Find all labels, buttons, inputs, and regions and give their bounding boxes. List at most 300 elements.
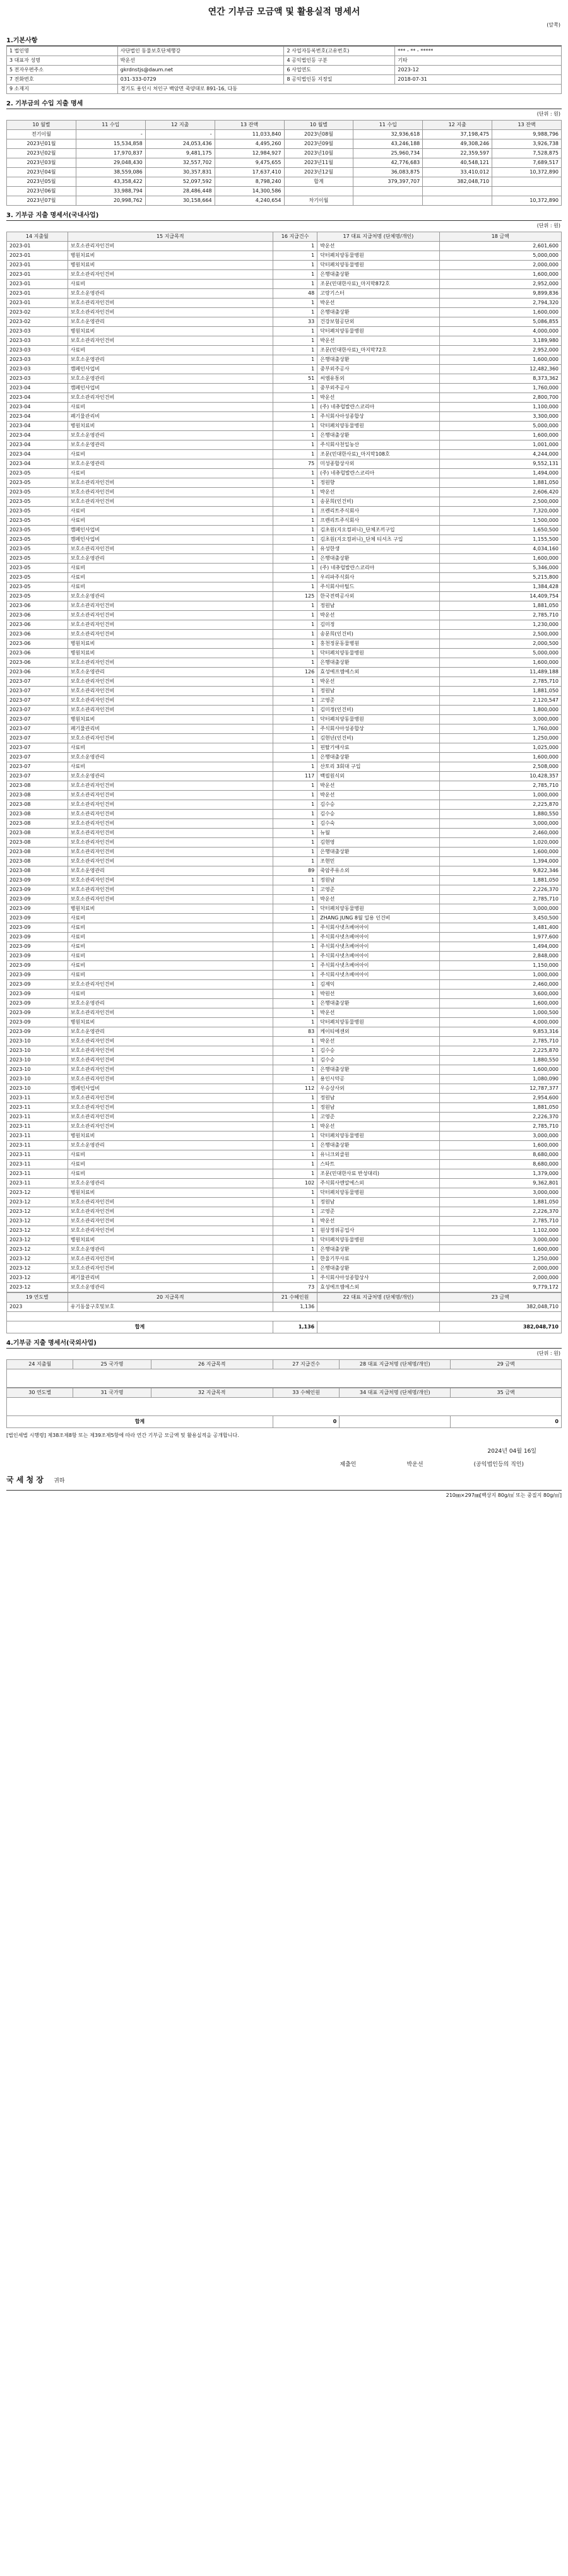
expense-purpose: 병원치료비 — [68, 1131, 273, 1141]
expense-amount: 2,952,000 — [439, 346, 561, 355]
expense-amount: 1,150,000 — [439, 961, 561, 971]
table-row — [7, 516, 562, 526]
expense-month: 2023-09 — [7, 876, 68, 885]
payee-cell — [317, 1303, 439, 1312]
expense-payee: 정원남 — [317, 876, 439, 885]
amount-cell: 33,988,794 — [76, 187, 145, 196]
expense-count: 1 — [273, 658, 317, 668]
expense-month: 2023-10 — [7, 1046, 68, 1056]
expense-amount: 2,226,370 — [439, 1113, 561, 1122]
expense-purpose: 사료비 — [68, 1160, 273, 1169]
table-row — [7, 791, 562, 800]
overseas-b-header-5: 35 금액 — [451, 1388, 562, 1398]
expense-month: 2023-12 — [7, 1188, 68, 1198]
expense-count: 1 — [273, 715, 317, 724]
expense-count: 1 — [273, 270, 317, 280]
expense-amount: 4,034,160 — [439, 545, 561, 554]
expense-month: 2023-09 — [7, 914, 68, 923]
expense-amount: 1,600,000 — [439, 1245, 561, 1255]
amount-cell: 29,048,430 — [76, 158, 145, 168]
expense-month: 2023-07 — [7, 772, 68, 781]
month-cell: 2023년01월 — [7, 139, 76, 149]
expense-amount: 2,785,710 — [439, 677, 561, 687]
summary-header-5: 11 수입 — [353, 121, 423, 130]
expense-count: 1 — [273, 933, 317, 942]
table-row — [7, 942, 562, 952]
expense-month: 2023-01 — [7, 251, 68, 261]
expense-purpose: 병원치료비 — [68, 1188, 273, 1198]
amount-cell: 379,397,707 — [353, 177, 423, 187]
basic-section-title: 1.기본사항 — [6, 31, 562, 46]
expense-payee: 주식회사엔알에스외 — [317, 1179, 439, 1188]
seal-note: (공익법인등의 직인) — [473, 1462, 524, 1468]
expense-purpose: 보호소관리자인건비 — [68, 829, 273, 838]
expense-count: 1 — [273, 393, 317, 403]
expense-payee: 주식회사넷츠베어아이 — [317, 933, 439, 942]
month-cell: 합계 — [284, 177, 353, 187]
expense-count: 1 — [273, 1169, 317, 1179]
domestic-sum-header-0: 19 연도별 — [7, 1293, 68, 1303]
expense-purpose: 보호소운영관리 — [68, 866, 273, 876]
overseas-monthly-table — [6, 1359, 562, 1388]
expense-month: 2023-03 — [7, 365, 68, 374]
expense-month: 2023-12 — [7, 1283, 68, 1292]
expense-month: 2023-11 — [7, 1179, 68, 1188]
expense-payee: 원상정위공업사 — [317, 1226, 439, 1236]
expense-amount: 2,500,000 — [439, 630, 561, 639]
label-phone: 7 전화번호 — [7, 75, 118, 85]
expense-payee: 중부외주공사 — [317, 384, 439, 393]
expense-payee: 주식회사넷츠베어아이 — [317, 923, 439, 933]
expense-count: 1 — [273, 336, 317, 346]
summary-header-3: 13 잔액 — [215, 121, 284, 130]
table-row — [7, 573, 562, 582]
expense-month: 2023-05 — [7, 545, 68, 554]
overseas-blank-b — [7, 1398, 562, 1416]
expense-count: 1 — [273, 961, 317, 971]
expense-month: 2023-11 — [7, 1122, 68, 1131]
table-row — [7, 1245, 562, 1255]
expense-purpose: 보호소관리자인건비 — [68, 848, 273, 857]
expense-amount: 9,822,346 — [439, 866, 561, 876]
expense-month: 2023-05 — [7, 469, 68, 478]
month-cell: 2023년09월 — [284, 139, 353, 149]
expense-month: 2023-04 — [7, 422, 68, 431]
expense-purpose: 보호소관리자인건비 — [68, 1226, 273, 1236]
overseas-b-header-4: 34 대표 지급처명 (단체명/개인) — [340, 1388, 451, 1398]
expense-count: 1 — [273, 554, 317, 564]
table-row — [7, 1131, 562, 1141]
expense-count: 1 — [273, 952, 317, 961]
expense-payee: 박운선 — [317, 895, 439, 904]
table-row — [7, 961, 562, 971]
expense-purpose: 병원치료비 — [68, 1236, 273, 1245]
amount-cell — [423, 187, 492, 196]
domestic-total-label: 합계 — [7, 1321, 273, 1333]
expense-payee: 스타트 — [317, 1160, 439, 1169]
expense-purpose: 보호소운영관리 — [68, 772, 273, 781]
expense-count: 1 — [273, 1188, 317, 1198]
expense-purpose: 보호소관리자인건비 — [68, 895, 273, 904]
expense-amount: 2,225,870 — [439, 800, 561, 810]
expense-amount: 2,225,870 — [439, 1046, 561, 1056]
expense-purpose: 보호소관리자인건비 — [68, 270, 273, 280]
table-row — [7, 810, 562, 819]
expense-amount: 1,000,000 — [439, 971, 561, 980]
amount-cell: 24,053,436 — [145, 139, 215, 149]
expense-payee: 닥터폐치양동물병원 — [317, 904, 439, 914]
expense-amount: 5,346,000 — [439, 564, 561, 573]
expense-count: 1 — [273, 980, 317, 990]
monthly-summary-table — [6, 120, 562, 206]
expense-count: 1 — [273, 649, 317, 658]
table-row — [7, 336, 562, 346]
expense-month: 2023-12 — [7, 1207, 68, 1217]
expense-amount: 2,800,700 — [439, 393, 561, 403]
expense-purpose: 보호소운영관리 — [68, 355, 273, 365]
expense-amount: 3,000,000 — [439, 904, 561, 914]
summary-row — [7, 158, 562, 168]
expense-payee: 유니크외클원 — [317, 1150, 439, 1160]
table-row — [7, 952, 562, 961]
expense-purpose: 보호소관리자인건비 — [68, 810, 273, 819]
table-row — [7, 923, 562, 933]
overseas-a-header-0: 24 지출월 — [7, 1360, 73, 1369]
domestic-expense-table — [6, 232, 562, 1292]
expense-month: 2023-11 — [7, 1113, 68, 1122]
expense-amount: 1,650,500 — [439, 526, 561, 535]
expense-purpose: 보호소운영관리 — [68, 668, 273, 677]
table-row — [7, 781, 562, 791]
amount-cell: 10,372,890 — [492, 168, 562, 177]
overseas-b-header-3: 33 수혜인원 — [273, 1388, 339, 1398]
table-row — [7, 914, 562, 923]
overseas-a-header-4: 28 대표 지급처명 (단체명/개인) — [340, 1360, 451, 1369]
expense-payee: 김수승 — [317, 1046, 439, 1056]
expense-amount: 1,230,000 — [439, 620, 561, 630]
expense-month: 2023-12 — [7, 1217, 68, 1226]
expense-payee: 은행대출상환 — [317, 658, 439, 668]
expense-purpose: 보호소관리자인건비 — [68, 298, 273, 308]
table-row — [7, 1236, 562, 1245]
expense-count: 1 — [273, 280, 317, 289]
expense-amount: 1,250,000 — [439, 1255, 561, 1264]
table-row — [7, 327, 562, 336]
expense-month: 2023-08 — [7, 819, 68, 829]
expense-count: 1 — [273, 242, 317, 251]
expense-amount: 1,880,550 — [439, 810, 561, 819]
expense-month: 2023-06 — [7, 620, 68, 630]
expense-purpose: 사료비 — [68, 743, 273, 753]
summary-header-7: 13 잔액 — [492, 121, 562, 130]
domestic-sum-header-4: 23 금액 — [439, 1293, 561, 1303]
expense-purpose: 사료비 — [68, 762, 273, 772]
expense-count: 51 — [273, 374, 317, 384]
expense-month: 2023-09 — [7, 1008, 68, 1018]
expense-count: 1 — [273, 696, 317, 706]
table-row — [7, 715, 562, 724]
expense-count: 1 — [273, 734, 317, 743]
expense-payee: 박운선 — [317, 677, 439, 687]
expense-count: 1 — [273, 1113, 317, 1122]
expense-month: 2023-06 — [7, 630, 68, 639]
expense-count: 1 — [273, 1122, 317, 1131]
expense-payee: 은행대출상환 — [317, 355, 439, 365]
expense-month: 2023-07 — [7, 753, 68, 762]
table-row — [7, 668, 562, 677]
expense-count: 1 — [273, 848, 317, 857]
tax-office-name: 국 세 청 장 — [6, 1475, 44, 1484]
expense-amount: 1,494,000 — [439, 942, 561, 952]
summary-header-1: 11 수입 — [76, 121, 145, 130]
expense-payee: 씨엠유통외 — [317, 374, 439, 384]
expense-amount: 2,000,500 — [439, 639, 561, 649]
expense-purpose: 보호소운영관리 — [68, 431, 273, 440]
amount-cell: 43,358,422 — [76, 177, 145, 187]
expense-payee: 정원남 — [317, 1198, 439, 1207]
expense-month: 2023-09 — [7, 923, 68, 933]
expense-amount: 2,954,600 — [439, 1094, 561, 1103]
expense-count: 1 — [273, 942, 317, 952]
value-address: 경기도 용인시 처인구 백암면 죽양대로 891-16, 다동 — [117, 85, 561, 94]
expense-month: 2023-09 — [7, 961, 68, 971]
expense-month: 2023-06 — [7, 658, 68, 668]
expense-amount: 2,606,420 — [439, 488, 561, 497]
expense-count: 1 — [273, 1273, 317, 1283]
expense-amount: 3,450,500 — [439, 914, 561, 923]
expense-amount: 9,853,316 — [439, 1027, 561, 1037]
expense-count: 1 — [273, 564, 317, 573]
expense-month: 2023-09 — [7, 980, 68, 990]
tax-office — [6, 1469, 562, 1490]
domestic-yearly-table — [6, 1292, 562, 1333]
value-biz-no: *** - ** - ***** — [395, 47, 562, 56]
expense-purpose: 보호소운영관리 — [68, 1027, 273, 1037]
addressee: 귀하 — [54, 1478, 65, 1484]
expense-count: 33 — [273, 317, 317, 327]
legal-note: [법인세법 시행령] 제38조제8항 또는 제39조제5항에 따라 연간 기부금 모금액 및 활용실적을 공개합니다. — [6, 1433, 239, 1438]
domestic-section-title: 3. 기부금 지출 명세서(국내사업) — [6, 206, 562, 221]
table-row — [7, 317, 562, 327]
expense-purpose: 병원치료비 — [68, 422, 273, 431]
expense-payee: 주식회사아성종합상 — [317, 412, 439, 422]
table-row — [7, 772, 562, 781]
expense-count: 1 — [273, 1037, 317, 1046]
table-row — [7, 431, 562, 440]
expense-payee: 정원향 — [317, 478, 439, 488]
overseas-yearly-table — [6, 1388, 562, 1428]
table-row — [7, 412, 562, 422]
expense-count: 1 — [273, 971, 317, 980]
expense-purpose: 보호소관리자인건비 — [68, 734, 273, 743]
amount-cell: 382,048,710 — [439, 1303, 561, 1312]
expense-purpose: 보호소관리자인건비 — [68, 838, 273, 848]
expense-purpose: 보호소운영관리 — [68, 317, 273, 327]
amount-cell: 30,357,831 — [145, 168, 215, 177]
summary-row — [7, 177, 562, 187]
expense-count: 73 — [273, 1283, 317, 1292]
expense-month: 2023-03 — [7, 355, 68, 365]
expense-payee: 닥터폐치양동물병원 — [317, 251, 439, 261]
expense-purpose: 보호소관리자인건비 — [68, 242, 273, 251]
expense-count: 1 — [273, 1236, 317, 1245]
expense-count: 1 — [273, 440, 317, 450]
expense-amount: 2,785,710 — [439, 895, 561, 904]
table-row — [7, 582, 562, 592]
expense-count: 1 — [273, 1056, 317, 1065]
amount-cell: 49,308,246 — [423, 139, 492, 149]
expense-count: 1 — [273, 687, 317, 696]
expense-payee: 박운선 — [317, 1217, 439, 1226]
expense-amount: 1,600,000 — [439, 355, 561, 365]
expense-payee: (주) 네츄럴발란스코리아 — [317, 564, 439, 573]
amount-cell: 12,984,927 — [215, 149, 284, 158]
expense-payee: 박운선 — [317, 393, 439, 403]
table-row — [7, 1179, 562, 1188]
expense-purpose: 보호소관리자인건비 — [68, 545, 273, 554]
table-row — [7, 1113, 562, 1122]
expense-payee: 박운선 — [317, 1037, 439, 1046]
table-row — [7, 280, 562, 289]
table-row — [7, 374, 562, 384]
overseas-a-header-3: 27 지급건수 — [273, 1360, 339, 1369]
table-row — [7, 564, 562, 573]
table-row — [7, 488, 562, 497]
expense-purpose: 보호소운영관리 — [68, 1179, 273, 1188]
table-row — [7, 1084, 562, 1094]
expense-count: 1 — [273, 743, 317, 753]
expense-month: 2023-03 — [7, 327, 68, 336]
expense-purpose: 캠페인사업비 — [68, 384, 273, 393]
expense-payee: 효성에프엠에스외 — [317, 1283, 439, 1292]
expense-purpose: 사료비 — [68, 914, 273, 923]
expense-month: 2023-08 — [7, 829, 68, 838]
expense-count: 1 — [273, 724, 317, 734]
expense-purpose: 보호소관리자인건비 — [68, 800, 273, 810]
expense-purpose: 사료비 — [68, 564, 273, 573]
expense-amount: 1,025,000 — [439, 743, 561, 753]
expense-month: 2023-12 — [7, 1198, 68, 1207]
expense-amount: 1,881,050 — [439, 601, 561, 611]
expense-amount: 2,601,600 — [439, 242, 561, 251]
expense-purpose: 병원치료비 — [68, 639, 273, 649]
expense-month: 2023-07 — [7, 724, 68, 734]
label-corp-name: 1 법인명 — [7, 47, 118, 56]
table-row — [7, 649, 562, 658]
expense-amount: 3,000,000 — [439, 715, 561, 724]
expense-count: 1 — [273, 781, 317, 791]
expense-payee: 조문(민대한사료)_마지막72호 — [317, 346, 439, 355]
expense-month: 2023-10 — [7, 1037, 68, 1046]
expense-payee: 닥터폐치양동물병원 — [317, 715, 439, 724]
expense-count: 89 — [273, 866, 317, 876]
table-row — [7, 298, 562, 308]
expense-purpose: 사료비 — [68, 403, 273, 412]
expense-payee: 고랑기스터 — [317, 289, 439, 298]
month-cell: 2023년06월 — [7, 187, 76, 196]
expense-payee: 은행대출상환 — [317, 1264, 439, 1273]
expense-amount: 1,080,090 — [439, 1075, 561, 1084]
expense-payee: 은행대출상환 — [317, 1245, 439, 1255]
expense-purpose: 병원치료비 — [68, 261, 273, 270]
expense-payee: 건강보험공단외 — [317, 317, 439, 327]
table-row — [7, 308, 562, 317]
expense-month: 2023-05 — [7, 564, 68, 573]
expense-month: 2023-12 — [7, 1236, 68, 1245]
expense-month: 2023-11 — [7, 1131, 68, 1141]
expense-purpose: 보호소운영관리 — [68, 459, 273, 469]
expense-amount: 1,881,050 — [439, 687, 561, 696]
expense-month: 2023-11 — [7, 1141, 68, 1150]
expense-month: 2023-11 — [7, 1150, 68, 1160]
summary-header-2: 12 지출 — [145, 121, 215, 130]
expense-purpose: 사료비 — [68, 346, 273, 355]
expense-purpose: 사료비 — [68, 582, 273, 592]
expense-amount: 2,460,000 — [439, 980, 561, 990]
expense-payee: 프렌리트주식회사 — [317, 516, 439, 526]
amount-cell: 4,240,654 — [215, 196, 284, 206]
table-row — [7, 1255, 562, 1264]
expense-purpose: 사료비 — [68, 942, 273, 952]
expense-amount: 1,600,000 — [439, 848, 561, 857]
expense-amount: 3,000,000 — [439, 1236, 561, 1245]
table-row — [7, 545, 562, 554]
expense-payee: 은행대출상환 — [317, 753, 439, 762]
expense-purpose: 사료비 — [68, 450, 273, 459]
expense-payee: 프렌리트주식회사 — [317, 507, 439, 516]
expense-purpose: 병원치료비 — [68, 715, 273, 724]
expense-month: 2023-03 — [7, 336, 68, 346]
table-row — [7, 251, 562, 261]
expense-month: 2023-09 — [7, 904, 68, 914]
table-row — [7, 1094, 562, 1103]
amount-cell: 25,960,734 — [353, 149, 423, 158]
expense-count: 1 — [273, 829, 317, 838]
table-row — [7, 469, 562, 478]
expense-count: 1 — [273, 431, 317, 440]
expense-purpose: 보호소관리자인건비 — [68, 1103, 273, 1113]
expense-month: 2023-04 — [7, 440, 68, 450]
expense-purpose: 폐기물관리비 — [68, 1273, 273, 1283]
amount-cell: 11,033,840 — [215, 130, 284, 139]
expense-count: 1 — [273, 478, 317, 488]
domestic-header-0: 14 지출월 — [7, 232, 68, 242]
month-cell: 2023년05월 — [7, 177, 76, 187]
expense-payee: 닥터폐치양동물병원 — [317, 1018, 439, 1027]
expense-amount: 1,760,000 — [439, 724, 561, 734]
domestic-sum-header-1: 20 지급목적 — [68, 1293, 273, 1303]
amount-cell: 42,776,683 — [353, 158, 423, 168]
expense-amount: 5,215,800 — [439, 573, 561, 582]
expense-count: 1 — [273, 810, 317, 819]
month-cell: 2023년10월 — [284, 149, 353, 158]
table-row — [7, 554, 562, 564]
table-row — [7, 999, 562, 1008]
expense-amount: 1,600,000 — [439, 999, 561, 1008]
table-row — [7, 1065, 562, 1075]
expense-month: 2023-04 — [7, 403, 68, 412]
expense-purpose: 폐기물관리비 — [68, 724, 273, 734]
expense-payee: 한울기부사료 — [317, 1255, 439, 1264]
amount-cell: 40,548,121 — [423, 158, 492, 168]
expense-count: 75 — [273, 459, 317, 469]
expense-month: 2023-03 — [7, 374, 68, 384]
expense-month: 2023-04 — [7, 450, 68, 459]
expense-purpose: 캠페인사업비 — [68, 365, 273, 374]
amount-cell: 14,300,586 — [215, 187, 284, 196]
expense-amount: 4,000,000 — [439, 1018, 561, 1027]
expense-purpose: 캠페인사업비 — [68, 535, 273, 545]
